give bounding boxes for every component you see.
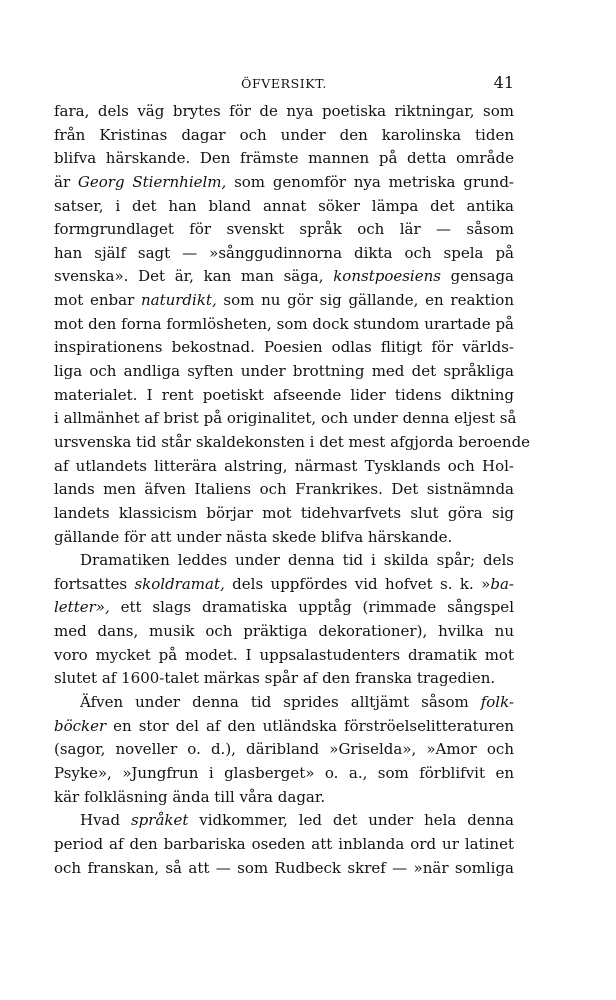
text-segment: Hvad: [80, 811, 131, 830]
text-segment: vidkommer, led det under hela denna: [188, 811, 514, 830]
text-segment: Äfven under denna tid sprides alltjämt såsom: [80, 693, 481, 712]
text-segment: landets klassicism börjar mot tidehvarfvets slut göra sig: [54, 503, 514, 522]
text-line: [54, 455, 514, 479]
text-segment: inspirationens bekostnad. Poesien odlas flitigt för världs-: [54, 338, 514, 357]
text-segment: från Kristinas dagar och under den karolinska tiden: [54, 125, 514, 144]
emphasis-text: letter»,: [54, 598, 110, 617]
body-text: [54, 100, 531, 880]
text-line: [54, 124, 514, 148]
emphasis-text: konstpoesiens: [333, 267, 441, 286]
text-segment: som nu gör sig gällande, en reaktion: [216, 291, 514, 310]
header-title: ÖFVERSIKT.: [241, 76, 327, 91]
text-line: [54, 833, 514, 857]
text-segment: kär folkläsning ända till våra dagar.: [54, 787, 326, 806]
text-segment: formgrundlaget för svenskt språk och lär — såsom: [54, 220, 514, 239]
text-line: [54, 596, 514, 620]
text-segment: är: [54, 172, 78, 191]
text-line: [54, 691, 514, 715]
text-segment: materialet. I rent poetiskt afseende lider tidens diktning: [54, 385, 514, 404]
text-line: [54, 502, 514, 526]
text-segment: som genomför nya metriska grund-: [226, 172, 514, 191]
text-line: [54, 526, 514, 550]
text-line: [54, 786, 514, 810]
text-segment: mot enbar: [54, 291, 141, 310]
text-segment: fara, dels väg brytes för de nya poetiska riktningar, som: [54, 102, 514, 120]
text-segment: gensaga: [440, 267, 514, 286]
emphasis-text: språket: [130, 811, 189, 830]
text-segment: Psyke», »Jungfrun i glasberget» o. a., som förblifvit en: [54, 763, 514, 782]
text-segment: voro mycket på modet. I uppsalastudenters dramatik mot: [54, 645, 514, 664]
text-segment: dels uppfördes vid hofvet s. k. »: [224, 574, 491, 593]
text-line: [54, 195, 514, 219]
text-line: [54, 431, 531, 455]
text-line: [54, 762, 514, 786]
text-segment: slutet af 1600-talet märkas spår af den franska tragedien.: [54, 669, 496, 688]
text-segment: ett slags dramatiska upptåg (rimmade sångspel: [109, 598, 514, 617]
text-segment: en stor del af den utländska förströelselitteraturen: [106, 716, 514, 735]
text-segment: (sagor, noveller o. d.), däribland »Griselda», »Amor och: [54, 740, 514, 759]
text-segment: mot den forna formlösheten, som dock stundom urartade på: [54, 314, 514, 333]
page-number: 41: [493, 73, 514, 92]
text-line: [54, 171, 514, 195]
emphasis-text: folk-: [480, 693, 514, 712]
text-segment: lands men äfven Italiens och Frankrikes. Det sistnämnda: [54, 480, 514, 499]
text-line: [54, 809, 514, 833]
emphasis-text: naturdikt,: [140, 291, 217, 310]
emphasis-text: Georg Stiernhielm,: [77, 172, 227, 191]
text-line: [54, 549, 514, 573]
text-line: [54, 360, 514, 384]
text-line: [54, 407, 517, 431]
emphasis-text: böcker: [54, 716, 107, 735]
emphasis-text: skoldramat,: [134, 574, 225, 593]
text-line: [54, 715, 514, 739]
text-line: [54, 100, 514, 124]
text-line: [54, 313, 514, 337]
text-segment: satser, i det han bland annat söker lämpa det antika: [54, 196, 514, 215]
text-line: [54, 265, 514, 289]
text-segment: med dans, musik och präktiga dekorationer), hvilka nu: [54, 622, 514, 641]
text-segment: gällande för att under nästa skede blifva härskande.: [54, 527, 453, 546]
text-segment: Dramatiken leddes under denna tid i skilda spår; dels: [80, 551, 514, 570]
text-segment: svenska». Det är, kan man säga,: [54, 267, 334, 286]
text-line: [54, 644, 514, 668]
text-line: [54, 857, 514, 881]
text-segment: fortsattes: [54, 574, 135, 593]
text-line: [54, 573, 514, 597]
text-segment: af utlandets litterära alstring, närmast Tysklands och Hol-: [54, 456, 514, 475]
text-segment: i allmänhet af brist på originalitet, och under denna eljest så: [54, 409, 517, 428]
text-line: [54, 289, 514, 313]
text-line: [54, 384, 514, 408]
emphasis-text: ba-: [490, 574, 514, 593]
text-line: [54, 242, 514, 266]
text-segment: ursvenska tid står skaldekonsten i det mest afgjorda beroende: [54, 432, 531, 451]
text-line: [54, 620, 514, 644]
text-line: [54, 218, 514, 242]
text-line: [54, 336, 514, 360]
text-segment: och franskan, så att — som Rudbeck skref — »när somliga: [54, 858, 514, 877]
text-segment: period af den barbariska oseden att inblanda ord ur latinet: [54, 834, 514, 853]
text-line: [54, 667, 514, 691]
text-segment: han själf sagt — »sånggudinnorna dikta och spela på: [54, 243, 514, 262]
text-segment: liga och andliga syften under brottning med det språkliga: [54, 362, 514, 381]
text-segment: blifva härskande. Den främste mannen på detta område: [54, 149, 514, 168]
text-line: [54, 478, 514, 502]
text-line: [54, 738, 514, 762]
text-line: [54, 147, 514, 171]
